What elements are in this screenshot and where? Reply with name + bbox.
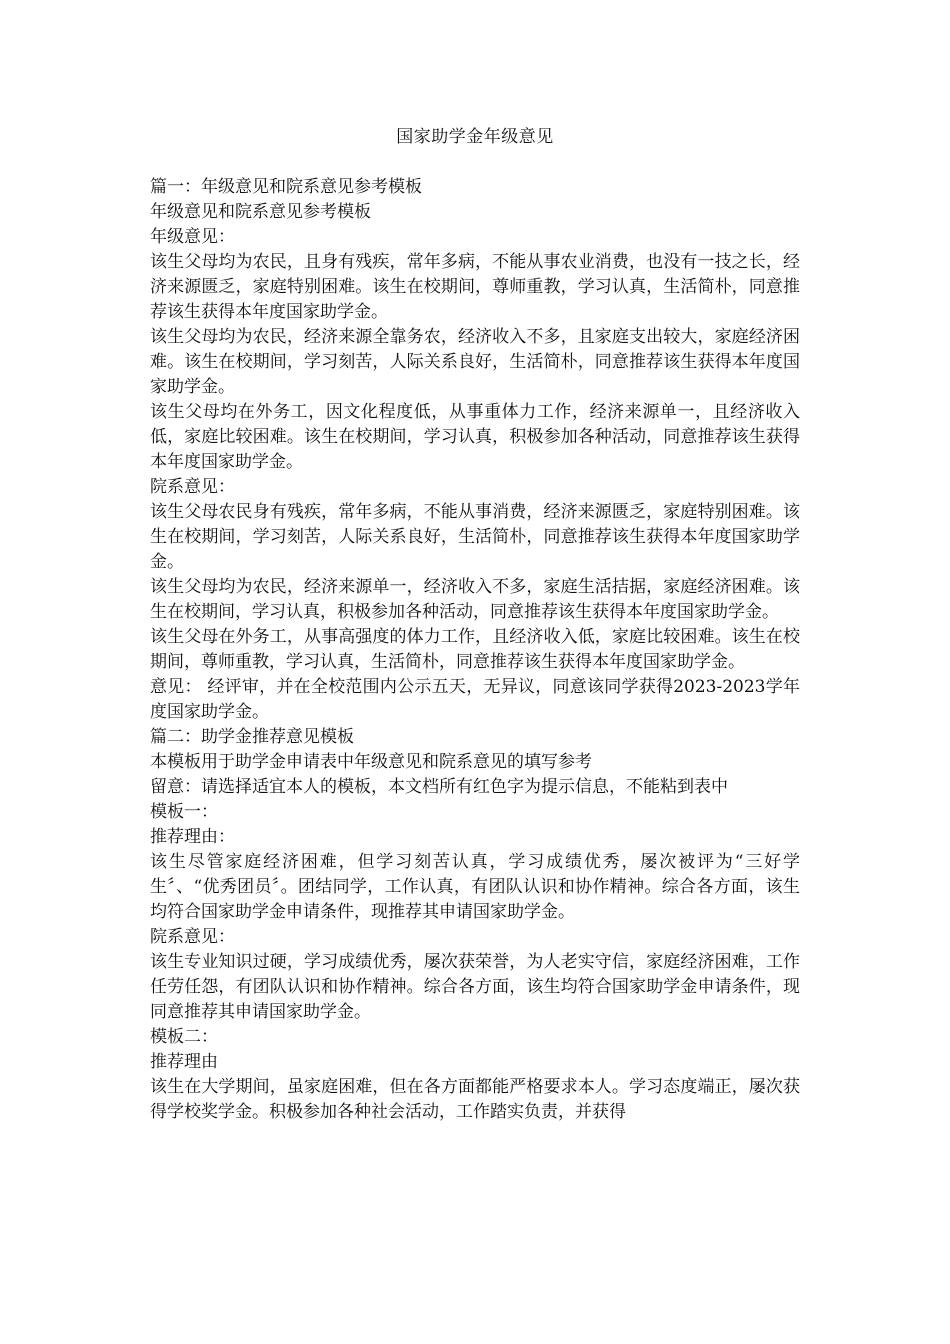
paragraph: 该生尽管家庭经济困难，但学习刻苦认真，学习成绩优秀，屡次被评为“三好学生〞、“优秀团员〞。团结同学，工作认真，有团队认识和协作精神。综合各方面，该生均符合国家助学金申请条件，现推荐其申请国家助学金。 bbox=[150, 852, 800, 922]
paragraph: 该生父母在外务工，从事高强度的体力工作，且经济收入低，家庭比较困难。该生在校期间，尊师重教，学习认真，生活简朴，同意推荐该生获得本年度国家助学金。 bbox=[150, 627, 800, 672]
paragraph: 该生专业知识过硬，学习成绩优秀，屡次获荣誉，为人老实守信，家庭经济困难，工作任劳任怨，有团队认识和协作精神。综合各方面，该生均符合国家助学金申请条件，现同意推荐其申请国家助学金。 bbox=[150, 952, 800, 1022]
label: 模板二： bbox=[150, 1027, 218, 1047]
label: 院系意见： bbox=[150, 477, 235, 497]
label: 推荐理由： bbox=[150, 827, 235, 847]
label: 模板一： bbox=[150, 802, 218, 822]
paragraph: 该生父母均为农民，经济来源单一，经济收入不多，家庭生活拮据，家庭经济困难。该生在校期间，学习认真，积极参加各种活动，同意推荐该生获得本年度国家助学金。 bbox=[150, 577, 800, 622]
section-heading: 篇二：助学金推荐意见模板 bbox=[150, 727, 354, 747]
document-title: 国家助学金年级意见 bbox=[396, 127, 554, 147]
document-body bbox=[150, 175, 800, 1125]
label: 年级意见： bbox=[150, 227, 235, 247]
paragraph: 意见： 经评审，并在全校范围内公示五天，无异议，同意该同学获得2023-2023学年度国家助学金。 bbox=[150, 677, 800, 722]
subheading: 年级意见和院系意见参考模板 bbox=[150, 202, 371, 222]
label: 院系意见： bbox=[150, 927, 235, 947]
paragraph: 该生父母农民身有残疾，常年多病，不能从事消费，经济来源匮乏，家庭特别困难。该生在校期间，学习刻苦，人际关系良好，生活简朴，同意推荐该生获得本年度国家助学金。 bbox=[150, 502, 800, 572]
section-heading: 篇一：年级意见和院系意见参考模板 bbox=[150, 177, 422, 197]
paragraph: 该生在大学期间，虽家庭困难，但在各方面都能严格要求本人。学习态度端正，屡次获得学校奖学金。积极参加各种社会活动，工作踏实负责，并获得 bbox=[150, 1077, 800, 1122]
paragraph: 该生父母均在外务工，因文化程度低，从事重体力工作，经济来源单一，且经济收入低，家庭比较困难。该生在校期间，学习认真，积极参加各种活动，同意推荐该生获得本年度国家助学金。 bbox=[150, 402, 800, 472]
paragraph: 留意：请选择适宜本人的模板，本文档所有红色字为提示信息，不能粘到表中 bbox=[150, 777, 728, 797]
paragraph: 该生父母均为农民，且身有残疾，常年多病，不能从事农业消费，也没有一技之长，经济来源匮乏，家庭特别困难。该生在校期间，尊师重教，学习认真，生活简朴，同意推荐该生获得本年度国家助学金。 bbox=[150, 252, 800, 322]
paragraph: 该生父母均为农民，经济来源全靠务农，经济收入不多，且家庭支出较大，家庭经济困难。该生在校期间，学习刻苦，人际关系良好，生活简朴，同意推荐该生获得本年度国家助学金。 bbox=[150, 327, 800, 397]
paragraph: 本模板用于助学金申请表中年级意见和院系意见的填写参考 bbox=[150, 752, 592, 772]
label: 推荐理由 bbox=[150, 1052, 218, 1072]
